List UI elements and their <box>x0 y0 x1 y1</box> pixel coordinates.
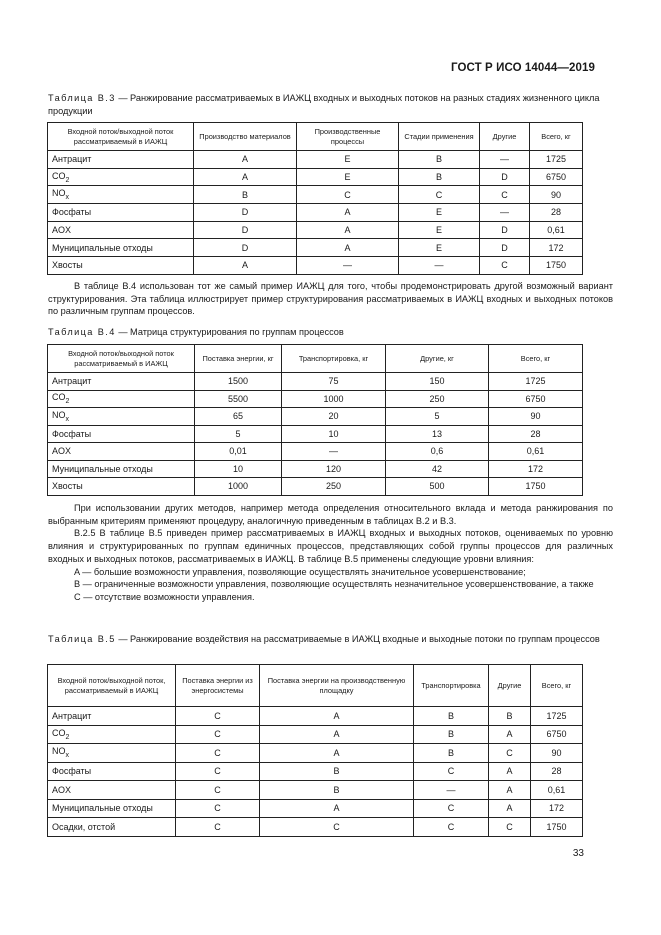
table-cell: C <box>260 818 414 837</box>
table-cell: 1500 <box>195 373 282 391</box>
table-cell: 6750 <box>531 725 583 744</box>
substance-name: Антрацит <box>52 710 92 721</box>
row-label <box>48 204 194 222</box>
substance-name: AOX <box>52 446 72 457</box>
table-b5 <box>47 664 583 837</box>
table-b4-label: Таблица В.4 <box>48 327 116 337</box>
table-row <box>48 425 583 443</box>
column-header: Входной поток/выходной поток, рассматриваемый в ИАЖЦ <box>48 665 176 707</box>
row-label <box>48 818 176 837</box>
substance-name: CO <box>52 392 66 403</box>
table-cell: B <box>260 762 414 781</box>
table-row <box>48 818 583 837</box>
table-cell: 1725 <box>489 373 583 391</box>
table-row <box>48 478 583 496</box>
table-cell: — <box>480 151 530 169</box>
table-cell: 5500 <box>195 390 282 408</box>
substance-name: Муниципальные отходы <box>52 242 153 253</box>
column-header: Производство материалов <box>194 123 297 151</box>
table-cell: B <box>399 151 480 169</box>
formula-subscript: x <box>65 415 69 423</box>
table-cell: 0,6 <box>386 443 489 461</box>
table-cell: — <box>480 204 530 222</box>
paragraph-text: В таблице В.4 использован тот же самый пример ИАЖЦ для того, чтобы продемонстрировать другой возможный вариант структурирования. Эта таблица иллюстрирует пример структурирования рассматриваемых в ИАЖЦ входных и выходных потоков по различным группам процессов. <box>48 281 613 317</box>
row-label <box>48 257 194 275</box>
column-header: Другие, кг <box>386 345 489 373</box>
table-cell: 65 <box>195 408 282 426</box>
substance-name: Хвосты <box>52 260 83 271</box>
table-cell: C <box>414 762 489 781</box>
table-cell: D <box>194 239 297 257</box>
table-cell: — <box>297 257 399 275</box>
table-cell: B <box>414 707 489 726</box>
table-row <box>48 762 583 781</box>
table-cell: 1000 <box>195 478 282 496</box>
substance-name: Фосфаты <box>52 207 92 218</box>
table-cell: 1750 <box>489 478 583 496</box>
substance-name: NO <box>52 409 66 420</box>
paragraph-text: В.2.5 В таблице В.5 приведен пример рассматриваемых в ИАЖЦ входных и выходных потоков, оцениваемых по уровню влияния и структурированных по группам единичных процессов, представляющих собой группы процессов для различных входных и выходных потоков, рассматриваемых в ИАЖЦ. В таблице В.5 применены следующие уровни влияния: <box>48 528 613 564</box>
table-cell: 1750 <box>531 818 583 837</box>
column-header: Поставка энергии из энергосистемы <box>176 665 260 707</box>
table-cell: E <box>399 204 480 222</box>
table-cell: 172 <box>489 460 583 478</box>
table-cell: C <box>489 744 531 763</box>
column-header: Входной поток/выходной поток рассматриваемый в ИАЖЦ <box>48 123 194 151</box>
substance-name: Антрацит <box>52 376 92 387</box>
table-cell: — <box>414 781 489 800</box>
substance-name: NO <box>52 746 66 757</box>
column-header: Транспортировка, кг <box>282 345 386 373</box>
row-label <box>48 762 176 781</box>
table-row <box>48 186 583 204</box>
paragraph-text: При использовании других методов, например метода определения относительного вклада и метода ранжирования по выбранным критериям применяют процедуру, аналогичную приведенным в таблицах В.2 и В.3. <box>48 503 613 526</box>
formula-subscript: 2 <box>65 398 70 406</box>
table-cell: 6750 <box>489 390 583 408</box>
table-cell: 500 <box>386 478 489 496</box>
table-cell: A <box>260 799 414 818</box>
paragraph-block-b25 <box>48 502 613 604</box>
substance-name: Муниципальные отходы <box>52 803 153 814</box>
table-cell: 0,61 <box>531 781 583 800</box>
table-cell: 90 <box>530 186 583 204</box>
table-cell: A <box>297 204 399 222</box>
column-header: Другие <box>489 665 531 707</box>
table-row <box>48 239 583 257</box>
formula-subscript: x <box>65 752 69 760</box>
table-cell: C <box>176 818 260 837</box>
table-cell: 150 <box>386 373 489 391</box>
column-header: Всего, кг <box>530 123 583 151</box>
table-row <box>48 744 583 763</box>
table-cell: A <box>489 799 531 818</box>
row-label <box>48 781 176 800</box>
row-label <box>48 373 195 391</box>
table-cell: C <box>176 762 260 781</box>
row-label <box>48 443 195 461</box>
table-b4 <box>47 344 583 496</box>
table-cell: 1725 <box>530 151 583 169</box>
table-cell: A <box>297 239 399 257</box>
table-cell: 28 <box>530 204 583 222</box>
row-label <box>48 186 194 204</box>
row-label <box>48 425 195 443</box>
table-cell: E <box>297 151 399 169</box>
column-header: Транспортировка <box>414 665 489 707</box>
table-row <box>48 443 583 461</box>
table-cell: 172 <box>530 239 583 257</box>
table-cell: C <box>297 186 399 204</box>
table-row <box>48 257 583 275</box>
table-cell: B <box>489 707 531 726</box>
table-b4-caption-text: — Матрица структурирования по группам процессов <box>115 327 344 337</box>
table-cell: C <box>480 257 530 275</box>
substance-name: CO <box>52 727 66 738</box>
column-header: Поставка энергии на производственную площадку <box>260 665 414 707</box>
table-cell: A <box>260 725 414 744</box>
substance-name: Хвосты <box>52 481 83 492</box>
page-number: 33 <box>572 848 584 859</box>
table-cell: E <box>399 221 480 239</box>
table-cell: 13 <box>386 425 489 443</box>
table-cell: 0,61 <box>530 221 583 239</box>
table-cell: C <box>414 799 489 818</box>
table-cell: 1750 <box>530 257 583 275</box>
table-cell: D <box>480 221 530 239</box>
table-cell: E <box>297 168 399 186</box>
table-cell: C <box>176 707 260 726</box>
table-cell: C <box>176 725 260 744</box>
substance-name: Фосфаты <box>52 766 92 777</box>
table-b5-caption-text: — Ранжирование воздействия на рассматриваемые в ИАЖЦ входные и выходные потоки по группам процессов <box>115 634 600 644</box>
column-header: Поставка энергии, кг <box>195 345 282 373</box>
substance-name: Антрацит <box>52 154 92 165</box>
table-cell: A <box>489 781 531 800</box>
table-cell: 90 <box>531 744 583 763</box>
row-label <box>48 151 194 169</box>
row-label <box>48 408 195 426</box>
substance-name: Фосфаты <box>52 428 92 439</box>
table-row <box>48 168 583 186</box>
document-code: ГОСТ Р ИСО 14044—2019 <box>450 62 595 74</box>
row-label <box>48 707 176 726</box>
paragraph-text: A — большие возможности управления, позволяющие осуществлять значительное усовершенствование; <box>74 566 526 577</box>
table-row <box>48 781 583 800</box>
row-label <box>48 744 176 763</box>
formula-subscript: 2 <box>65 733 70 741</box>
table-cell: 90 <box>489 408 583 426</box>
table-b3-label: Таблица В.3 <box>48 93 116 103</box>
table-b3 <box>47 122 583 275</box>
table-cell: 10 <box>282 425 386 443</box>
row-label <box>48 460 195 478</box>
substance-name: Осадки, отстой <box>52 821 116 832</box>
table-cell: 5 <box>386 408 489 426</box>
table-cell: B <box>194 186 297 204</box>
table-cell: D <box>194 204 297 222</box>
table-row <box>48 799 583 818</box>
table-b5-caption <box>48 633 613 646</box>
table-cell: 6750 <box>530 168 583 186</box>
table-cell: 28 <box>531 762 583 781</box>
column-header: Другие <box>480 123 530 151</box>
table-cell: A <box>489 725 531 744</box>
table-cell: 250 <box>386 390 489 408</box>
column-header: Стадии применения <box>399 123 480 151</box>
table-cell: C <box>176 799 260 818</box>
table-cell: A <box>489 762 531 781</box>
table-cell: A <box>297 221 399 239</box>
row-label <box>48 725 176 744</box>
table-cell: D <box>194 221 297 239</box>
substance-name: CO <box>52 170 66 181</box>
table-cell: 20 <box>282 408 386 426</box>
table-cell: C <box>399 186 480 204</box>
row-label <box>48 390 195 408</box>
table-b3-caption <box>48 92 613 118</box>
row-label <box>48 478 195 496</box>
table-row <box>48 460 583 478</box>
table-cell: 42 <box>386 460 489 478</box>
table-cell: 250 <box>282 478 386 496</box>
table-cell: A <box>194 257 297 275</box>
table-row <box>48 707 583 726</box>
table-cell: A <box>260 744 414 763</box>
table-cell: 5 <box>195 425 282 443</box>
table-cell: D <box>480 239 530 257</box>
table-cell: E <box>399 239 480 257</box>
table-row <box>48 390 583 408</box>
column-header: Входной поток/выходной поток рассматриваемый в ИАЖЦ <box>48 345 195 373</box>
table-cell: C <box>176 744 260 763</box>
table-cell: — <box>399 257 480 275</box>
table-b5-label: Таблица В.5 <box>48 634 116 644</box>
table-cell: 28 <box>489 425 583 443</box>
table-cell: 10 <box>195 460 282 478</box>
table-row <box>48 408 583 426</box>
column-header: Всего, кг <box>489 345 583 373</box>
table-cell: B <box>260 781 414 800</box>
table-cell: C <box>489 818 531 837</box>
table-cell: 75 <box>282 373 386 391</box>
table-cell: B <box>414 744 489 763</box>
row-label <box>48 168 194 186</box>
table-b3-caption-text: — Ранжирование рассматриваемых в ИАЖЦ входных и выходных потоков на разных стадиях жизненного цикла продукции <box>48 93 600 116</box>
table-row <box>48 221 583 239</box>
column-header: Производственные процессы <box>297 123 399 151</box>
table-cell: — <box>282 443 386 461</box>
formula-subscript: x <box>65 194 69 202</box>
paragraph-intro-b4 <box>48 280 613 318</box>
table-cell: 172 <box>531 799 583 818</box>
table-cell: C <box>414 818 489 837</box>
table-b4-caption <box>48 326 613 339</box>
substance-name: AOX <box>52 784 72 795</box>
paragraph-text: B — ограниченные возможности управления, позволяющие осуществлять незначительное усовершенствование, а также <box>74 579 594 590</box>
table-cell: 0,01 <box>195 443 282 461</box>
substance-name: NO <box>52 188 66 199</box>
row-label <box>48 221 194 239</box>
table-cell: A <box>194 151 297 169</box>
table-cell: 120 <box>282 460 386 478</box>
table-cell: 1725 <box>531 707 583 726</box>
table-cell: B <box>414 725 489 744</box>
table-cell: A <box>260 707 414 726</box>
table-cell: D <box>480 168 530 186</box>
row-label <box>48 799 176 818</box>
table-cell: 1000 <box>282 390 386 408</box>
substance-name: Муниципальные отходы <box>52 463 153 474</box>
table-row <box>48 204 583 222</box>
column-header: Всего, кг <box>531 665 583 707</box>
table-cell: B <box>399 168 480 186</box>
table-cell: C <box>176 781 260 800</box>
substance-name: AOX <box>52 225 72 236</box>
formula-subscript: 2 <box>65 176 70 184</box>
row-label <box>48 239 194 257</box>
table-row <box>48 373 583 391</box>
table-cell: C <box>480 186 530 204</box>
table-row <box>48 151 583 169</box>
table-row <box>48 725 583 744</box>
table-cell: A <box>194 168 297 186</box>
table-cell: 0,61 <box>489 443 583 461</box>
paragraph-text: C — отсутствие возможности управления. <box>74 591 255 602</box>
